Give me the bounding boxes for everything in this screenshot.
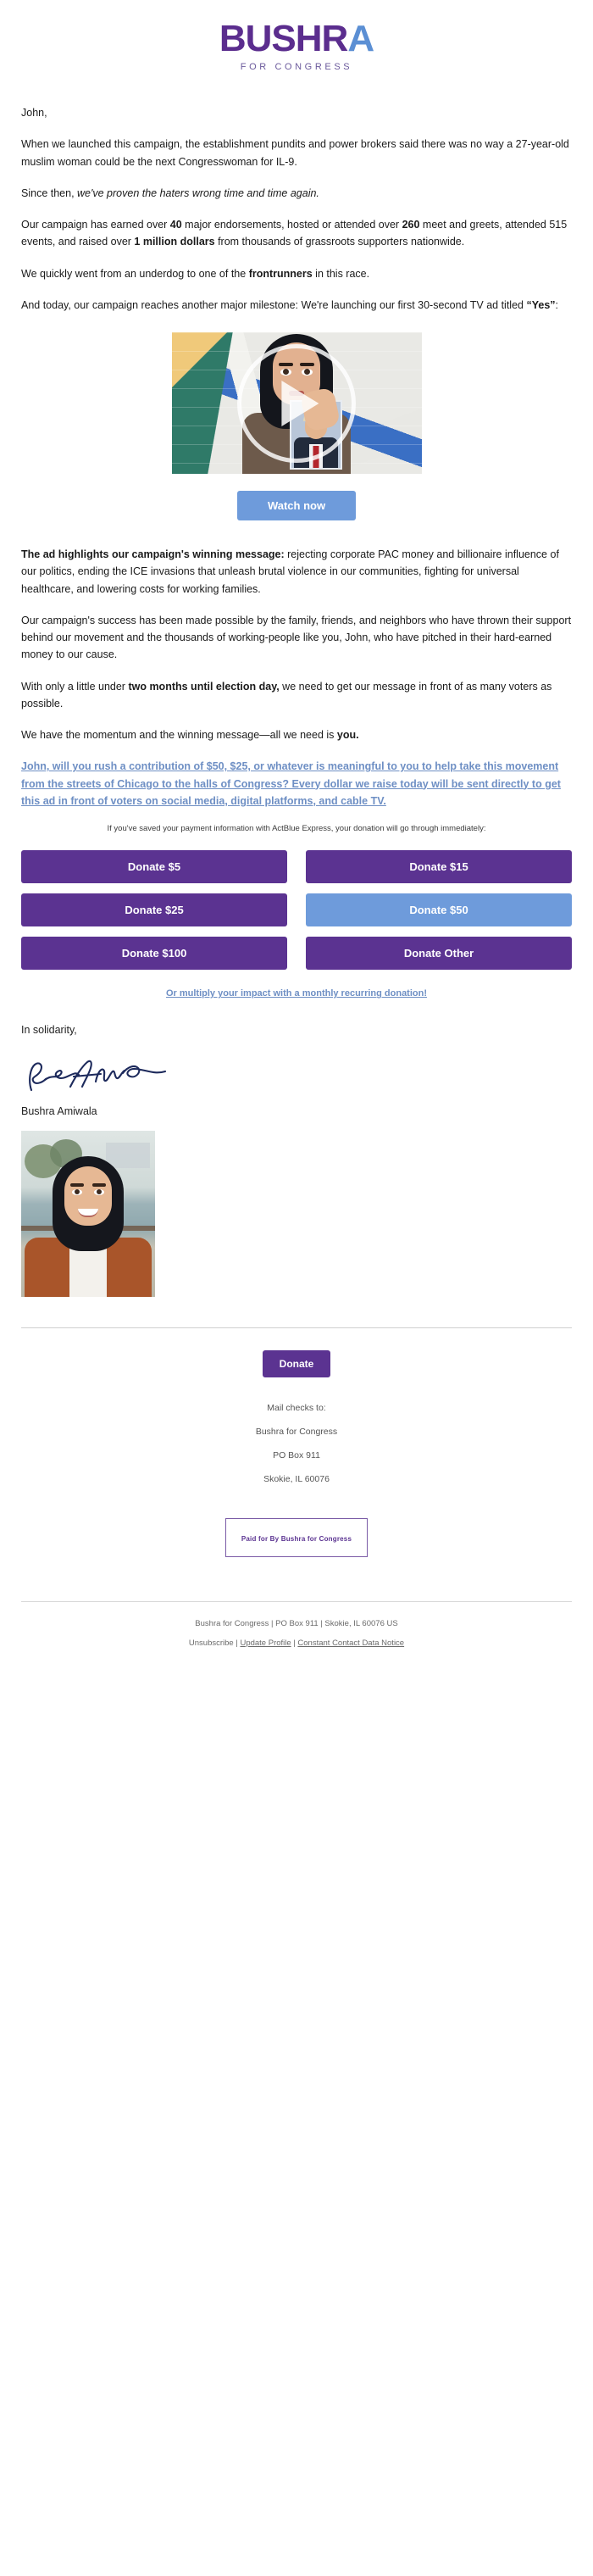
paragraph-1: When we launched this campaign, the establishment pundits and power brokers said there was no way a 27-year-old muslim woman could be the next Congresswoman for IL-9.: [21, 138, 569, 168]
paragraph-9: [21, 726, 572, 743]
video-block: [0, 332, 593, 520]
recurring-donation-link[interactable]: Or multiply your impact with a monthly recurring donation!: [165, 988, 428, 999]
p6-rest: rejecting corporate PAC money and billionaire influence of our politics, ending the ICE invasions that unleash brutal violence in our communities, fighting for universal healthcare, and lowering costs for working families.: [21, 548, 559, 595]
mail-line-3: Skokie, IL 60076: [263, 1474, 330, 1485]
letter-body: [0, 104, 593, 314]
mail-line-1: Bushra for Congress: [255, 1427, 338, 1438]
letter-body-2: [0, 520, 593, 835]
email-header: [0, 0, 593, 81]
candidate-portrait: [21, 1131, 155, 1297]
donation-button-grid: [0, 850, 593, 970]
salutation: John,: [21, 107, 47, 119]
donate-other-button[interactable]: Donate Other: [306, 937, 572, 970]
portrait-pupil-right: [97, 1189, 102, 1194]
paragraph-2-lead: Since then,: [21, 186, 78, 199]
donate-5-button[interactable]: Donate $5: [21, 850, 287, 883]
paragraph-2-emphasis: we've proven the haters wrong time and time again.: [77, 186, 319, 199]
portrait-brow-right: [92, 1183, 106, 1187]
mail-checks-block: [21, 1403, 572, 1484]
donate-25-button[interactable]: Donate $25: [21, 893, 287, 926]
election-day-emphasis: two months until election day,: [128, 680, 280, 693]
p3-e: meet and greets, attended 515 events, and raised over: [21, 219, 568, 248]
paragraph-5: [21, 297, 572, 314]
footer-address: Bushra for Congress | PO Box 911 | Skokie, IL 60076 US: [195, 1619, 398, 1629]
p5-c: :: [555, 298, 559, 311]
logo-tagline: FOR CONGRESS: [240, 62, 353, 72]
stat-meetgreets: 260: [402, 219, 420, 231]
p3-c: major endorsements, hosted or attended over: [181, 219, 402, 231]
portrait-smile: [78, 1209, 98, 1217]
p6-lead: The ad highlights our campaign's winning message:: [21, 548, 285, 560]
paid-for-by-box: [225, 1518, 368, 1557]
p3-g: from thousands of grassroots supporters nationwide.: [214, 236, 465, 248]
signer-name: Bushra Amiwala: [21, 1105, 97, 1118]
signature-block: [0, 999, 593, 1297]
closing-salutation: In solidarity,: [21, 1024, 77, 1037]
footer-donate-button[interactable]: Donate: [263, 1350, 331, 1377]
handwritten-signature: [23, 1054, 175, 1097]
p4-emphasis: frontrunners: [248, 267, 313, 280]
p8-c: we need to get our message in front of as many voters as possible.: [21, 680, 552, 709]
p9-emphasis: you.: [336, 729, 359, 741]
portrait-pupil-left: [75, 1189, 80, 1194]
watch-now-button[interactable]: Watch now: [237, 491, 356, 520]
unsubscribe-link[interactable]: Unsubscribe: [188, 1639, 234, 1649]
mail-line-0: Mail checks to:: [267, 1403, 326, 1414]
logo-wordmark-accent: A: [347, 18, 374, 59]
mail-line-2: PO Box 911: [273, 1450, 320, 1461]
p4-c: in this race.: [312, 267, 370, 280]
paid-for-by-text: Paid for By Bushra for Congress: [241, 1535, 352, 1544]
portrait-brow-left: [70, 1183, 84, 1187]
p5-a: And today, our campaign reaches another major milestone: We're launching our first 30-second TV ad titled: [21, 298, 527, 311]
stat-endorsements: 40: [169, 219, 182, 231]
footer-links: [21, 1639, 572, 1666]
paragraph-7: Our campaign's success has been made possible by the family, friends, and neighbors who have thrown their support behind our movement and the thousands of working-people like you, John, who have pitched in their hard-earned money to our cause.: [21, 614, 572, 661]
logo-wordmark-text: BUSHR: [219, 18, 348, 59]
donate-50-button[interactable]: Donate $50: [306, 893, 572, 926]
campaign-logo[interactable]: [219, 20, 374, 72]
paragraph-6: [21, 546, 572, 598]
donate-100-button[interactable]: Donate $100: [21, 937, 287, 970]
legal-footer: [21, 1601, 572, 1666]
paragraph-3: [21, 216, 572, 251]
data-notice-link[interactable]: Constant Contact Data Notice: [297, 1639, 405, 1649]
video-thumbnail[interactable]: [172, 332, 422, 474]
link-separator-2: |: [291, 1639, 298, 1649]
ad-title: “Yes”: [526, 298, 556, 311]
portrait-building: [106, 1143, 150, 1168]
p9-a: We have the momentum and the winning message—all we need is: [21, 729, 337, 741]
paragraph-4: [21, 265, 572, 282]
play-triangle-icon[interactable]: [281, 381, 319, 426]
portrait-face: [64, 1166, 112, 1226]
paragraph-8: [21, 678, 572, 713]
donate-15-button[interactable]: Donate $15: [306, 850, 572, 883]
update-profile-link[interactable]: Update Profile: [240, 1639, 291, 1649]
p3-a: Our campaign has earned over: [21, 219, 170, 231]
stat-raised: 1 million dollars: [134, 236, 215, 248]
watch-now-wrap: [0, 491, 593, 520]
paragraph-2: [21, 185, 572, 202]
logo-wordmark: [219, 20, 374, 58]
p8-a: With only a little under: [21, 680, 129, 693]
link-separator-1: |: [233, 1639, 241, 1649]
p4-a: We quickly went from an underdog to one of the: [21, 267, 249, 280]
email-footer: [0, 1328, 593, 1557]
contribution-ask-link[interactable]: John, will you rush a contribution of $50, $25, or whatever is meaningful to you to help take this movement from the streets of Chicago to the halls of Congress? Every dollar we raise today will be sent directly to get this ad in front of voters on social media, digital platforms, and cable TV.: [21, 760, 561, 807]
actblue-express-note: If you've saved your payment information with ActBlue Express, your donation will go through immediately:: [107, 824, 486, 833]
